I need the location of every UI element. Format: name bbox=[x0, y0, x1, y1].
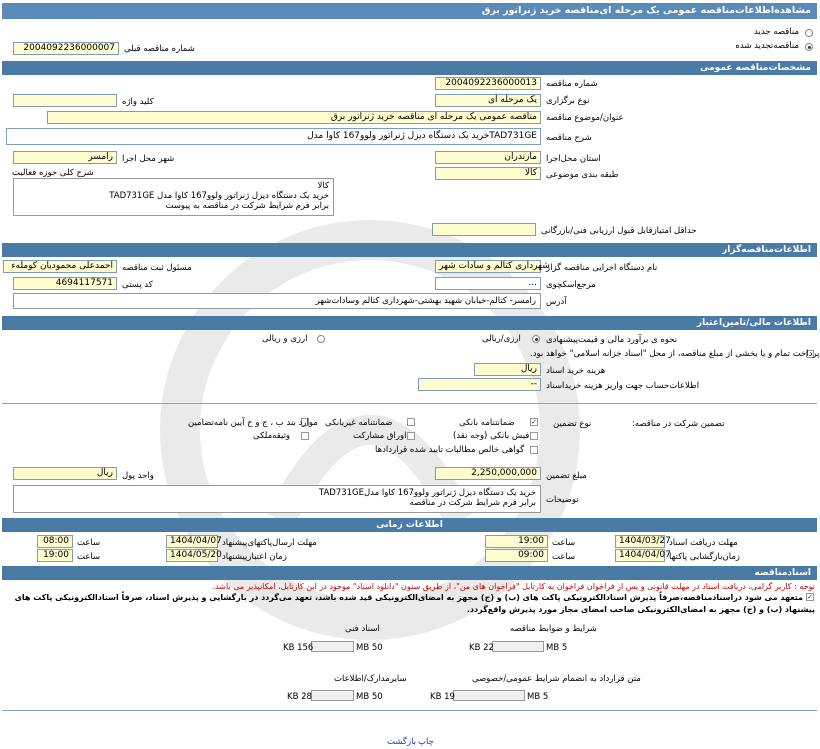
validity-time: 19:00 bbox=[37, 549, 73, 562]
property-checkbox[interactable] bbox=[301, 432, 309, 440]
submit-date: 1404/04/07 bbox=[166, 535, 218, 548]
conditions-bar bbox=[492, 641, 544, 652]
back-link[interactable]: بازگشت bbox=[387, 737, 417, 747]
org-section-header: اطلاعات‌مناقصه‌گزار bbox=[2, 243, 817, 257]
doc-receive-time: 19:00 bbox=[485, 535, 548, 548]
desc-field: خرید یک دستگاه دیزل ژنراتور ولوو167 کاوا مدلTAD731GE bbox=[6, 128, 541, 145]
other-label: سایرمدارک/اطلاعات bbox=[334, 674, 407, 684]
subject-label: عنوان/موضوع مناقصه bbox=[546, 113, 624, 123]
commit-checkbox[interactable]: ✓ bbox=[807, 593, 813, 601]
bank-guarantee-checkbox[interactable]: ✓ bbox=[531, 418, 537, 426]
time-section-header: اطلاعات زمانی bbox=[2, 518, 817, 532]
account-label: اطلاعات‌حساب جهت واریز هزینه خریداسناد bbox=[546, 381, 700, 391]
subject-field: مناقصه عمومی یک مرحله ای مناقصه خرید ژنراتور برق bbox=[47, 111, 541, 124]
currency-field: ریال bbox=[13, 467, 117, 480]
finance-section-header: اطلاعات مالی/تامین‌اعتبار bbox=[2, 316, 817, 330]
print-link[interactable]: چاپ bbox=[418, 737, 434, 747]
doc-receive-label: مهلت دریافت اسناد bbox=[669, 538, 738, 548]
submit-time-label: ساعت bbox=[77, 538, 101, 548]
receivable-label: گواهی خالص مطالبات تایید شده قراردادها bbox=[375, 445, 525, 455]
validity-time-label: ساعت bbox=[77, 552, 101, 562]
province-field: مازندران bbox=[435, 151, 541, 164]
activity-label: شرح کلی حوزه فعالیت bbox=[12, 168, 94, 178]
guarantee-type-label: نوع تضمین bbox=[553, 419, 592, 429]
nonbank-guarantee-checkbox[interactable] bbox=[407, 418, 415, 426]
general-section-header: مشخصات‌مناقصه عمومی bbox=[2, 61, 817, 75]
nonbank-guarantee-label: ضمانتنامه غیربانکی bbox=[325, 418, 393, 428]
shares-checkbox[interactable] bbox=[407, 432, 415, 440]
open-time-label: ساعت bbox=[552, 552, 576, 562]
technical-bar bbox=[311, 641, 354, 652]
bank-guarantee-label: ضمانتنامه بانکی bbox=[459, 418, 515, 428]
commit-text-1: متعهد می شود دراسنادمناقصه،صرفاً پذیرش اسنادالکترونیکی پاکت های (ب) و (ج) مجهز به امضای‌الکترونیکی قید شده باشد، تعهد می‌گردد در بازگشایی و پذیرش اسناد، صرفاً اسنادالکترونیکی پاکت های bbox=[14, 593, 803, 602]
contract-label: متن قرارداد به انضمام شرایط عمومی/خصوصی bbox=[472, 674, 641, 684]
doc-receive-date: 1404/03/27 bbox=[615, 535, 665, 548]
submit-label: مهلت ارسال‌پاکتهای‌پیشنهاد bbox=[222, 538, 317, 548]
technical-label: اسناد فنی bbox=[345, 624, 380, 634]
city-field: رامسر bbox=[13, 151, 117, 164]
doc-cost-field: ریال bbox=[474, 363, 541, 376]
doc-cost-label: هزینه خرید اسناد bbox=[546, 366, 606, 376]
contract-bar bbox=[453, 690, 525, 701]
amount-label: مبلغ تضمین bbox=[546, 471, 587, 481]
category-field: کالا bbox=[435, 167, 541, 180]
address-label: آدرس bbox=[546, 297, 567, 307]
cash-label: فیش بانکی (وجه نقد) bbox=[453, 431, 530, 441]
docs-note: توجه : کاربر گرامی، دریافت اسناد در مهلت قانونی و پس از فراخوان فراخوان به کارتابل "فراخوان های من"، از طریق ستون "دانلود اسناد" موجود در این کارتابل، امکانپذیر می باشد. bbox=[212, 582, 815, 591]
docs-section-header: اسنادمناقصه bbox=[2, 566, 817, 580]
shares-label: اوراق مشارکت bbox=[353, 431, 407, 441]
renewed-tender-radio[interactable] bbox=[805, 43, 813, 51]
postal-label: کد پستی bbox=[122, 280, 153, 290]
submit-time: 08:00 bbox=[37, 535, 73, 548]
page-title: مشاهده‌اطلاعات‌مناقصه عمومی یک مرحله ای‌مناقصه خرید ژنراتور برق bbox=[2, 3, 817, 19]
executor-label: نام دستگاه اجرایی مناقصه گزار bbox=[546, 263, 658, 273]
conditions-max: 5 MB bbox=[546, 643, 568, 653]
min-score-label: حداقل امتیازقابل قبول ارزیابی فنی/بازرگانی bbox=[541, 226, 697, 236]
account-field: -- bbox=[418, 378, 541, 391]
contract-max: 5 MB bbox=[527, 692, 549, 702]
notes-field: خرید یک دستگاه دیزل ژنراتور ولوو167 کاوا مدلTAD731GE برابر فرم شرایط شرکت در مناقصه bbox=[13, 485, 541, 513]
keyword-label: کلید واژه bbox=[122, 97, 154, 107]
prev-number-label: شماره مناقصه قبلی bbox=[124, 44, 195, 54]
price-type-label: نحوه ی برآورد مالی و قیمت‌پیشنهادی bbox=[546, 335, 678, 345]
type-label: نوع برگزاری bbox=[546, 96, 590, 106]
separator bbox=[2, 403, 817, 404]
receivable-checkbox[interactable] bbox=[530, 446, 538, 454]
ref-label: مرجع‌اسکچوی bbox=[546, 280, 596, 290]
renewed-tender-label: مناقصه‌تجدید شده bbox=[735, 41, 799, 51]
notes-label: توضیحات bbox=[546, 495, 579, 505]
province-label: استان محل‌اجرا bbox=[546, 154, 601, 164]
validity-date: 1404/05/20 bbox=[166, 549, 218, 562]
validity-label: زمان اعتبارپیشنهاد bbox=[222, 552, 287, 562]
open-label: زمان‌بازگشایی پاکتها bbox=[669, 552, 740, 562]
tender-number-field: 2004092236000013 bbox=[435, 77, 541, 90]
doc-receive-time-label: ساعت bbox=[552, 538, 576, 548]
conditions-label: شرایط و ضوابط مناقصه bbox=[510, 624, 597, 634]
activity-text: کالا خرید یک دستگاه دیزل ژنراتور ولوو167 کاوا مدل TAD731GE برابر فرم شرایط شرکت در مناقصه به پیوست bbox=[13, 178, 334, 216]
footer-separator bbox=[2, 710, 817, 711]
executor-field: شهرداری کتالم و سادات شهر bbox=[435, 260, 541, 273]
address-field: رامسر- کتالم-خیابان شهید بهشتی-شهرداری کتالم وسادات‌شهر bbox=[13, 293, 541, 309]
technical-size: 156 KB bbox=[283, 643, 314, 653]
commit-text-2: پیشنهاد (ب) و (ج) مجهز به امضای‌الکترونیکی صاحب امضای مجاز مورد پذیرش واقع‌گردد. bbox=[466, 605, 815, 614]
keyword-field bbox=[13, 94, 117, 107]
property-label: وثیقه‌ملکی bbox=[253, 431, 291, 441]
clauses-label: موارد بند ب ، ج و خ آیین نامه‌تضامین bbox=[188, 418, 318, 428]
registrar-field: احمدعلی محمودیان کوملهء bbox=[3, 260, 117, 273]
amount-field: 2,250,000,000 bbox=[435, 467, 541, 480]
other-bar bbox=[311, 690, 354, 701]
open-date: 1404/04/07 bbox=[615, 549, 665, 562]
prev-number-field: 2004092236000007 bbox=[13, 42, 119, 55]
treasury-text: پرداخت تمام و یا بخشی از مبلغ مناقصه، از محل "اسناد خزانه اسلامی" خواهد بود. bbox=[530, 349, 820, 359]
category-label: طبقه بندی موضوعی bbox=[546, 170, 619, 180]
min-score-field bbox=[432, 223, 536, 236]
new-tender-label: مناقصه جدید bbox=[754, 27, 799, 37]
type-field: یک مرحله ای bbox=[435, 94, 541, 107]
desc-label: شرح مناقصه bbox=[546, 133, 592, 143]
ref-field: ... bbox=[435, 277, 541, 290]
cash-checkbox[interactable] bbox=[530, 432, 538, 440]
currency-label: واحد پول bbox=[122, 471, 154, 481]
rial-label: ارزی/ریالی bbox=[482, 334, 521, 344]
rial-and-currency-label: ارزی و ریالی bbox=[262, 334, 308, 344]
rial-radio[interactable] bbox=[532, 335, 540, 343]
number-label: شماره مناقصه bbox=[546, 79, 598, 89]
city-label: شهر محل اجرا bbox=[122, 154, 175, 164]
rial-and-currency-radio[interactable] bbox=[317, 335, 325, 343]
technical-max: 50 MB bbox=[356, 643, 383, 653]
postal-field: 4694117571 bbox=[13, 277, 117, 290]
registrar-label: مسئول ثبت مناقصه bbox=[122, 263, 192, 273]
other-size: 28 KB bbox=[287, 692, 312, 702]
open-time: 09:00 bbox=[485, 549, 548, 562]
new-tender-radio[interactable] bbox=[805, 29, 813, 37]
conditions-size: 22 KB bbox=[469, 643, 494, 653]
other-max: 50 MB bbox=[356, 692, 383, 702]
guarantee-label: تضمین شرکت در مناقصه: bbox=[632, 419, 725, 429]
contract-size: 19 KB bbox=[430, 692, 455, 702]
